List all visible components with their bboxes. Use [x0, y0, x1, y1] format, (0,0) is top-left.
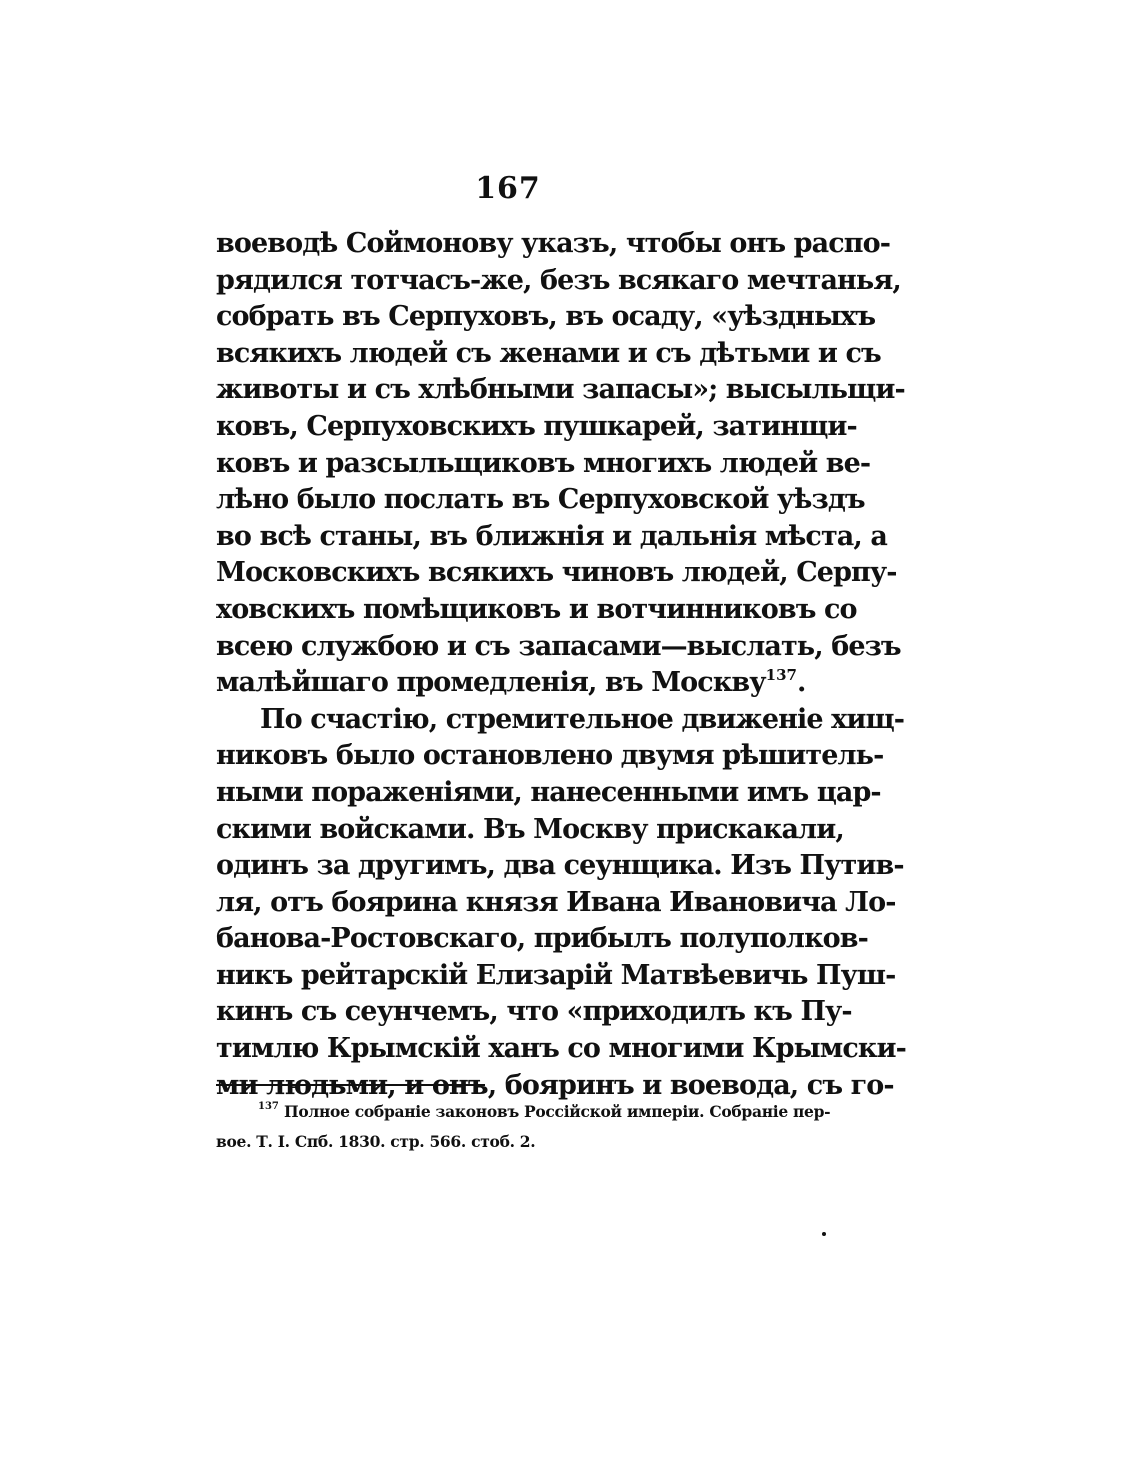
footnote-reference[interactable]: 137: [765, 665, 797, 684]
footnote-line-text: Полное собраніе законовъ Россійской имперіи. Собраніе пер-: [283, 1102, 831, 1121]
text-line-with-note: малѣйшаго промедленія, въ Москву$^{137}$.: [216, 665, 806, 699]
footnote-line: вое. Т. I. Спб. 1830. стр. 566. стоб. 2.: [216, 1132, 536, 1151]
text-line: ковъ и разсыльщиковъ многихъ людей ве-: [216, 447, 871, 479]
footnote-line: [216, 1097, 831, 1127]
text-line: скими войсками. Въ Москву прискакали,: [216, 813, 844, 845]
paragraph-1: [216, 226, 905, 702]
text-line-content: малѣйшаго промедленія, въ Москву: [216, 667, 766, 699]
text-line: Московскихъ всякихъ чиновъ людей, Серпу-: [216, 557, 897, 589]
text-line: ковъ, Серпуховскихъ пушкарей, затинщи-: [216, 410, 857, 442]
text-line: всякихъ людей съ женами и съ дѣтьми и съ: [216, 337, 881, 369]
text-line: ными пораженіями, нанесенными имъ цар-: [216, 776, 881, 808]
text-line: во всѣ станы, въ ближнія и дальнія мѣста, а: [216, 520, 887, 552]
page-number: 167: [475, 171, 541, 206]
footnote: [216, 1097, 831, 1157]
text-line: одинъ за другимъ, два сеунщика. Изъ Путив-: [216, 850, 904, 882]
text-line: животы и съ хлѣбными запасы»; высыльщи-: [216, 374, 905, 406]
text-line: никъ рейтарскій Елизарій Матвѣевичь Пуш-: [216, 959, 896, 991]
text-line: банова-Ростовскаго, прибылъ полуполков-: [216, 923, 868, 955]
text-line: По счастію, стремительное движеніе хищ-: [260, 703, 905, 735]
text-line: лѣно было послать въ Серпуховской уѣздъ: [216, 484, 865, 516]
paragraph-2: [216, 702, 906, 1105]
text-line: ми людьми, и онъ, бояринъ и воевода, съ го-: [216, 1069, 894, 1101]
text-line: ховскихъ помѣщиковъ и вотчинниковъ со: [216, 593, 857, 625]
scan-speck: [822, 1232, 826, 1236]
footnote-number: 137: [258, 1101, 279, 1112]
text-line: тимлю Крымскій ханъ со многими Крымски-: [216, 1033, 906, 1065]
text-line: собрать въ Серпуховъ, въ осаду, «уѣздныхъ: [216, 301, 876, 333]
footnote-divider: [216, 1084, 485, 1086]
text-line: ля, отъ боярина князя Ивана Ивановича Ло-: [216, 886, 896, 918]
main-text: [216, 226, 906, 1104]
text-line: никовъ было остановлено двумя рѣшитель-: [216, 740, 884, 772]
text-line: воеводѣ Соймонову указъ, чтобы онъ распо-: [216, 228, 891, 259]
text-line: кинъ съ сеунчемъ, что «приходилъ къ Пу-: [216, 996, 852, 1028]
text-line: рядился тотчасъ-же, безъ всякаго мечтанья,: [216, 264, 901, 296]
text-line: всею службою и съ запасами—выслать, безъ: [216, 630, 901, 662]
